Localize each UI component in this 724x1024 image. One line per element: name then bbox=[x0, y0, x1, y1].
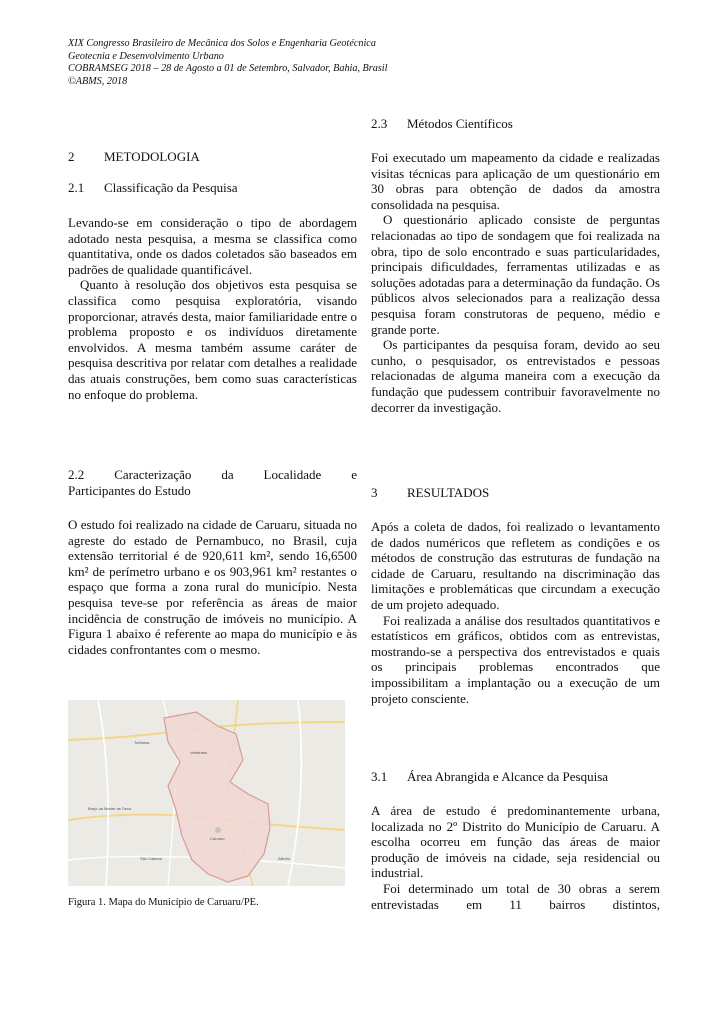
paragraph: Quanto à resolução dos objetivos esta pesquisa se classifica como pesquisa exploratória, visando proporcionar, através desta, maior familiaridade entre o problema proposto e os indivíduos diretamente envolvidos. A mesma também assume caráter de pesquisa descritiva por relatar com detalhes a realidade das atuais construções, bem como suas características no enfoque do problema. bbox=[68, 277, 357, 402]
map-label-west: Brejo da Madre de Deus bbox=[88, 806, 132, 811]
section-title-line-1: 2.2 Caracterização da Localidade e bbox=[68, 467, 357, 482]
section-number: 3 bbox=[371, 485, 378, 500]
section-3-1-body bbox=[371, 803, 660, 912]
figure-caption: Figura 1. Mapa do Município de Caruaru/PE. bbox=[68, 897, 259, 908]
paragraph: O questionário aplicado consiste de perguntas relacionadas ao tipo de sondagem que foi realizada na obra, tipo de solo encontrado e suas particularidades, principais dificuldades, ferramentas utilizadas e as soluções adotadas para a determinação da fundação. Os públicos alvos selecionados para a realização dessa pesquisa foram construtoras de pequeno, médio e grande porte. bbox=[371, 212, 660, 337]
header-line-2: Geotecnia e Desenvolvimento Urbano bbox=[68, 50, 224, 62]
section-3-heading bbox=[371, 485, 489, 501]
section-title: Métodos Científicos bbox=[407, 116, 513, 131]
section-number: 2.1 bbox=[68, 180, 85, 195]
section-2-2-heading bbox=[68, 467, 357, 499]
paragraph: Foi executado um mapeamento da cidade e realizadas visitas técnicas para aplicação de um questionário em 30 obras para obtenção de dados da amostra consolidada na pesquisa. bbox=[371, 150, 660, 212]
paragraph: A área de estudo é predominantemente urbana, localizada no 2º Distrito do Município de Caruaru. A escolha ocorreu em função das áreas de maior produção de imóveis na cidade, seja residencial ou industrial. bbox=[371, 803, 660, 881]
section-2-1-body bbox=[68, 215, 357, 402]
paragraph: O estudo foi realizado na cidade de Caruaru, situada no agreste do estado de Pernambuco, no Brasil, cuja extensão territorial é de 920,611 km², sendo 16,6500 km² de perímetro urbano e os 903,961 km² restantes o espaço que forma a zona rural do município. Nesta pesquisa teve-se por referência as áreas de maior incidência de construção de imóveis no município. A Figura 1 abaixo é referente ao mapa do município e às cidades confrontantes com o mesmo. bbox=[68, 517, 357, 657]
paragraph: Levando-se em consideração o tipo de abordagem adotado nesta pesquisa, a mesma se classifica como quantitativa, onde os dados coletados são baseados em padrões de qualidade quantificável. bbox=[68, 215, 357, 277]
section-number: 2.3 bbox=[371, 116, 388, 131]
map-image bbox=[68, 700, 345, 886]
section-2-2-body bbox=[68, 517, 357, 657]
section-title: Área Abrangida e Alcance da Pesquisa bbox=[407, 769, 609, 784]
section-2-1-heading bbox=[68, 180, 238, 196]
section-number: 3.1 bbox=[371, 769, 388, 784]
conference-header bbox=[68, 38, 387, 88]
map-label-nw: Toritama bbox=[134, 740, 150, 745]
paragraph: Foi determinado um total de 30 obras a serem entrevistadas em 11 bairros distintos, bbox=[371, 880, 660, 912]
caruaru-map-figure bbox=[68, 700, 345, 886]
section-3-body bbox=[371, 519, 660, 706]
section-2-3-body bbox=[371, 150, 660, 415]
map-label-sw: São Caitano bbox=[140, 856, 163, 861]
header-line-3: COBRAMSEG 2018 – 28 de Agosto a 01 de Setembro, Salvador, Bahia, Brasil bbox=[68, 63, 388, 75]
paragraph: Foi realizada a análise dos resultados quantitativos e estatísticos em gráficos, obtidos com as entrevistas, mostrando-se a perspectiva dos entrevistados e quais os principais problemas encontrados que impossibilitam a implantação ou a execução de um projeto consciente. bbox=[371, 612, 660, 706]
header-line-4: ©ABMS, 2018 bbox=[68, 75, 128, 87]
map-label-se: Altinho bbox=[278, 856, 291, 861]
section-title-line-2: Participantes do Estudo bbox=[68, 483, 191, 498]
section-2-heading bbox=[68, 149, 200, 165]
section-title: Classificação da Pesquisa bbox=[104, 180, 238, 195]
section-number: 2 bbox=[68, 149, 75, 164]
section-title: METODOLOGIA bbox=[104, 149, 200, 164]
section-title: RESULTADOS bbox=[407, 485, 490, 500]
paragraph: Após a coleta de dados, foi realizado o levantamento de dados numéricos que refletem as condições e os métodos de construção das estruturas de fundação na cidade de Caruaru, resultando na discriminação das limitações e problemáticas que circundam a execução de um projeto adequado. bbox=[371, 519, 660, 612]
map-label-north: Vertentes bbox=[190, 750, 207, 755]
map-label-city: Caruaru bbox=[210, 836, 225, 841]
section-2-3-heading bbox=[371, 116, 513, 132]
section-3-1-heading bbox=[371, 769, 608, 785]
header-line-1: XIX Congresso Brasileiro de Mecânica dos Solos e Engenharia Geotécnica bbox=[68, 38, 376, 49]
paragraph: Os participantes da pesquisa foram, devido ao seu cunho, o pesquisador, os entrevistados e pessoas relacionadas de alguma maneira com a execução da fundação que pudessem contribuir favoravelmente no decorrer da investigação. bbox=[371, 337, 660, 415]
